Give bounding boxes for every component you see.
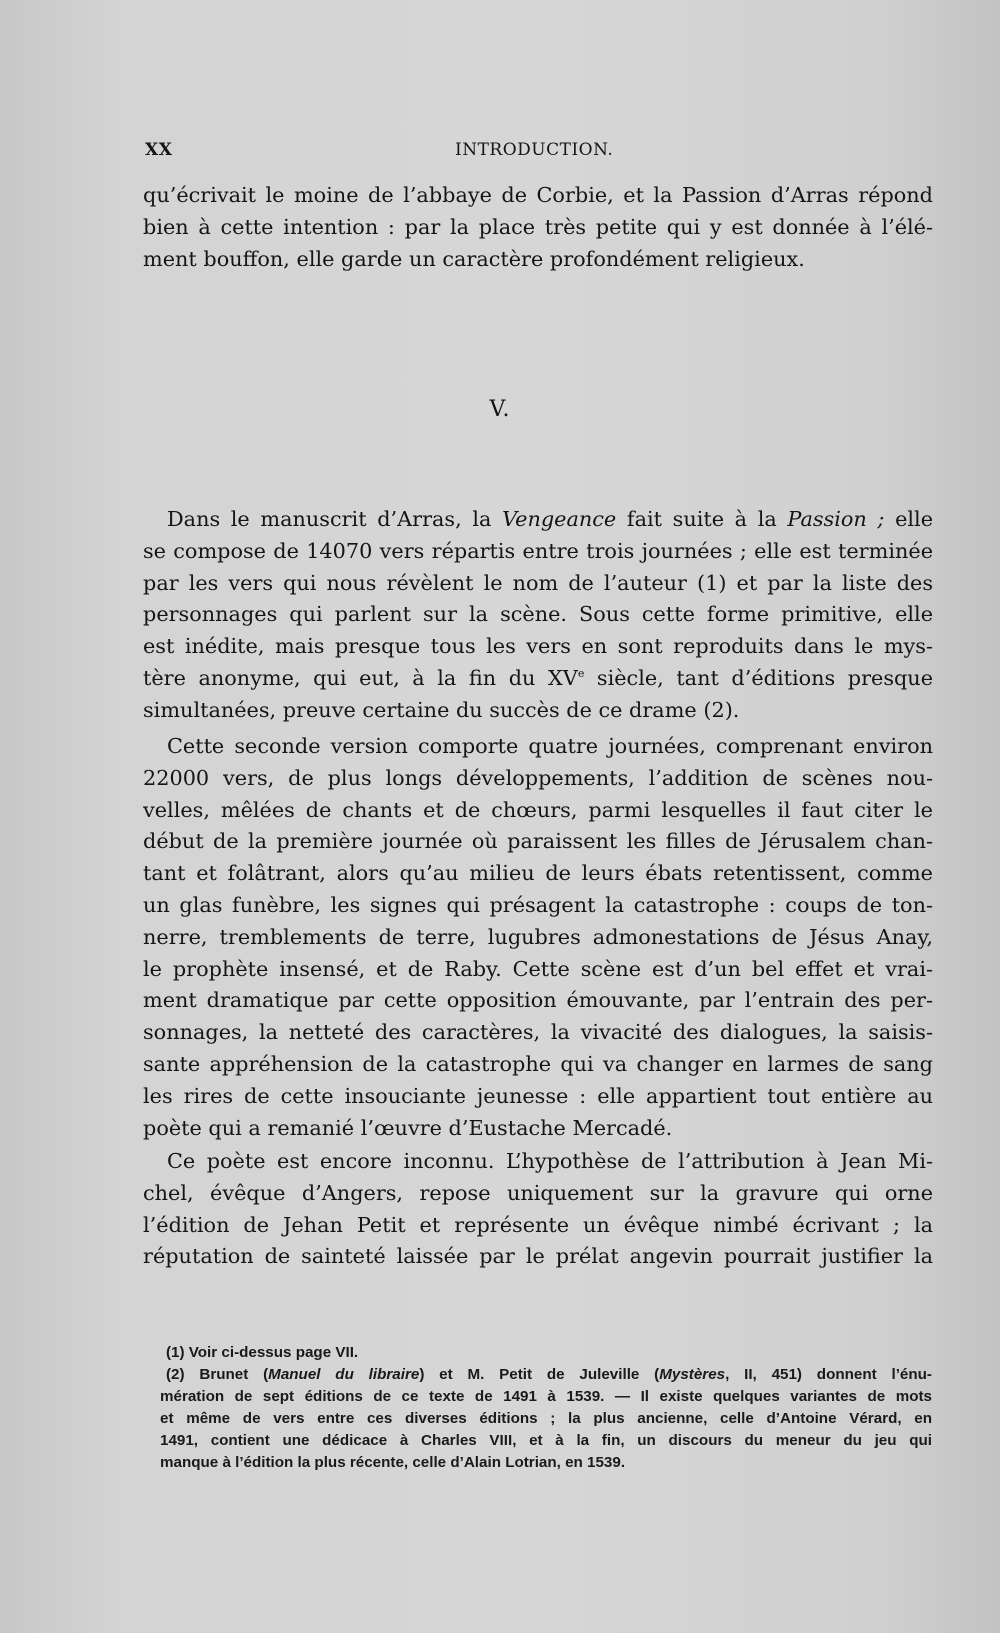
text-line: ment dramatique par cette opposition émouvante, par l’entrain des per-	[143, 988, 933, 1013]
text-line: par les vers qui nous révèlent le nom de l’auteur (1) et par la liste des	[143, 570, 933, 595]
text-line: le prophète insensé, et de Raby. Cette scène est d’un bel effet et vrai-	[143, 956, 933, 981]
title-mysteres: Mystères	[659, 1366, 726, 1383]
text-line: ment bouffon, elle garde un caractère profondément religieux.	[143, 246, 805, 271]
text-line: nerre, tremblements de terre, lugubres admonestations de Jésus Anay,	[143, 924, 933, 949]
footnote-1: (1) Voir ci-dessus page VII.	[166, 1344, 359, 1361]
footnote-line: et même de vers entre ces diverses éditions ; la plus ancienne, celle d’Antoine Vérard, en	[160, 1410, 932, 1427]
footnotes	[160, 1342, 932, 1474]
text-line: simultanées, preuve certaine du succès de ce drame (2).	[143, 697, 740, 722]
section-heading: V.	[489, 397, 511, 422]
footnote-line: 1491, contient une dédicace à Charles VIII, et à la fin, un discours du meneur du jeu qui	[160, 1432, 932, 1449]
footnote-line: mération de sept éditions de ce texte de 1491 à 1539. — Il existe quelques variantes de mots	[160, 1388, 932, 1405]
page-number: XX	[145, 140, 173, 160]
paragraph-vengeance	[143, 504, 933, 727]
text-line: réputation de sainteté laissée par le prélat angevin pourrait justifier la	[143, 1244, 933, 1269]
text-line: qu’écrivait le moine de l’abbaye de Corbie, et la Passion d’Arras répond	[143, 183, 933, 207]
text-line: tère anonyme, qui eut, à la fin du XVe siècle, tant d’éditions presque	[143, 665, 934, 690]
text-line: les rires de cette insouciante jeunesse : elle appartient tout entière au	[143, 1083, 933, 1108]
footnote-line: manque à l’édition la plus récente, celle d’Alain Lotrian, en 1539.	[160, 1454, 626, 1471]
text-line: Ce poète est encore inconnu. L’hypothèse de l’attribution à Jean Mi-	[167, 1149, 933, 1173]
text-line: personnages qui parlent sur la scène. Sous cette forme primitive, elle	[143, 602, 933, 627]
text-line: l’édition de Jehan Petit et représente un évêque nimbé écrivant ; la	[143, 1212, 933, 1237]
title-manuel: Manuel du libraire	[268, 1366, 420, 1383]
text-line: est inédite, mais presque tous les vers en sont reproduits dans le mys-	[143, 634, 933, 659]
intro-paragraph	[143, 180, 933, 275]
footnote-2: (2) Brunet (Manuel du libraire) et M. Petit de Juleville (Mystères, II, 451) donnent l’énu-	[166, 1366, 932, 1383]
text-line: 22000 vers, de plus longs développements, l’addition de scènes nou-	[143, 765, 933, 790]
text-line: tant et folâtrant, alors qu’au milieu de leurs ébats retentissent, comme	[143, 861, 933, 886]
title-passion: Passion ;	[787, 507, 885, 531]
text-line: début de la première journée où paraissent les filles de Jérusalem chan-	[143, 829, 933, 854]
text-line: sonnages, la netteté des caractères, la vivacité des dialogues, la saisis-	[143, 1020, 933, 1045]
text-line: Cette seconde version comporte quatre journées, comprenant environ	[167, 734, 933, 758]
text-line: sante appréhension de la catastrophe qui va changer en larmes de sang	[143, 1051, 933, 1076]
text-line: se compose de 14070 vers répartis entre trois journées ; elle est terminée	[143, 538, 933, 563]
text-line: bien à cette intention : par la place très petite qui y est donnée à l’élé-	[143, 214, 933, 239]
paragraph-poet	[143, 1146, 933, 1273]
title-vengeance: Vengeance	[502, 507, 617, 531]
running-title: INTRODUCTION.	[455, 140, 614, 160]
text-line: velles, mêlées de chants et de chœurs, parmi lesquelles il faut citer le	[143, 797, 933, 822]
text-line: chel, évêque d’Angers, repose uniquement sur la gravure qui orne	[143, 1180, 933, 1205]
text-line: Dans le manuscrit d’Arras, la Vengeance fait suite à la Passion ; elle	[167, 507, 933, 531]
superscript: e	[577, 667, 585, 681]
page-header	[145, 140, 865, 162]
paragraph-second-version	[143, 731, 933, 1144]
text-line: un glas funèbre, les signes qui présagent la catastrophe : coups de ton-	[143, 892, 933, 917]
text-line: poète qui a remanié l’œuvre d’Eustache Mercadé.	[143, 1115, 673, 1140]
